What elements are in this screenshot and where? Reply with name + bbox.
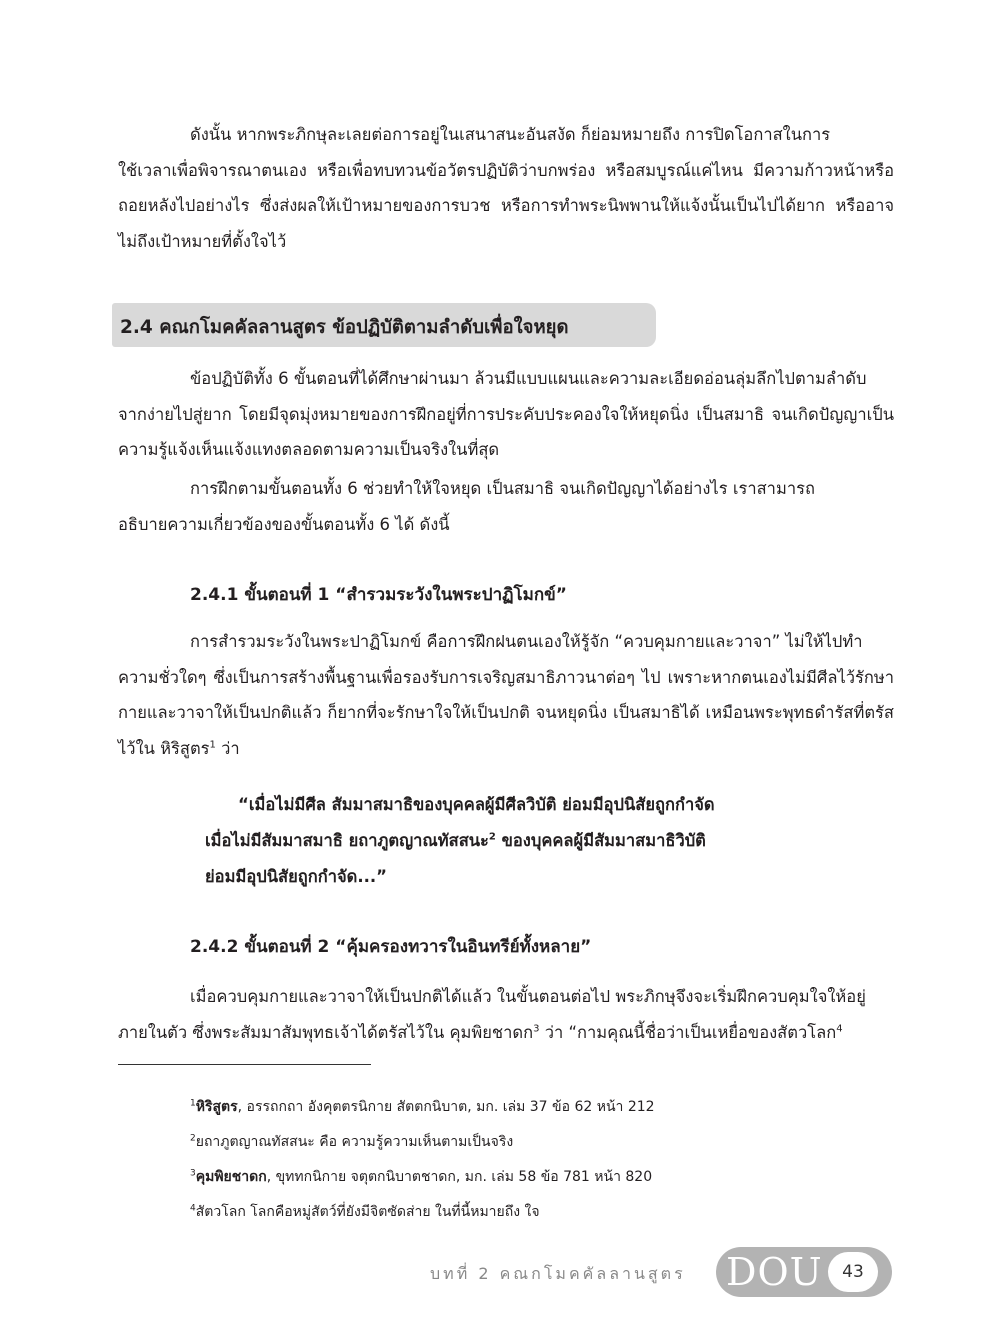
section-heading: 2.4 คณกโมคคัลลานสูตร ข้อปฏิบัติตามลำดับเพื่อใจหยุด xyxy=(120,317,569,338)
section-paragraph-1-first-line: ข้อปฏิบัติทั้ง 6 ขั้นตอนที่ได้ศึกษาผ่านมา ล้วนมีแบบแผนและความละเอียดอ่อนลุ่มลึกไปตามลำดับ xyxy=(190,369,867,388)
footnote-ref-1: 1 xyxy=(209,739,216,750)
footnote-3-text: , ขุททกนิกาย จตุตกนิบาตชาดก, มก. เล่ม 58 ข้อ 781 หน้า 820 xyxy=(266,1169,653,1185)
footnote-1-text: , อรรถกถา อังคุตตรนิกาย สัตตกนิบาต, มก. เล่ม 37 ข้อ 62 หน้า 212 xyxy=(237,1099,655,1115)
footnote-2 xyxy=(190,1131,513,1153)
footnote-2-text: ยถาภูตญาณทัสสนะ คือ ความรู้ความเห็นตามเป็นจริง xyxy=(195,1134,514,1150)
quote-line-3: ย่อมมีอุปนิสัยถูกกำจัด...” xyxy=(205,867,387,886)
footnote-4-num: 4 xyxy=(190,1203,196,1214)
quote-line-2b: ของบุคคลผู้มีสัมมาสมาธิวิบัติ xyxy=(495,831,706,850)
subsection-241-paragraph xyxy=(118,624,894,766)
footnote-ref-2: 2 xyxy=(488,831,496,843)
footnote-ref-3: 3 xyxy=(533,1023,540,1034)
intro-paragraph-first-line: ดังนั้น หากพระภิกษุละเลยต่อการอยู่ในเสนาสนะอันสงัด ก็ย่อมหมายถึง การปิดโอกาสในการ xyxy=(190,125,831,144)
footnote-4 xyxy=(190,1201,540,1223)
footnote-ref-4: 4 xyxy=(836,1023,843,1034)
subsection-242-rest-a: ภายในตัว ซึ่งพระสัมมาสัมพุทธเจ้าได้ตรัสไว้ใน คุมพิยชาดก xyxy=(118,1022,534,1042)
subsection-heading-242: 2.4.2 ขั้นตอนที่ 2 “คุ้มครองทวารในอินทรีย์ทั้งหลาย” xyxy=(190,937,592,957)
footnote-3-num: 3 xyxy=(190,1168,196,1179)
subsection-242-rest-b: ว่า “กามคุณนี้ชื่อว่าเป็นเหยื่อของสัตวโลก xyxy=(539,1022,837,1042)
section-paragraph-1-rest: จากง่ายไปสู่ยาก โดยมีจุดมุ่งหมายของการฝึกอยู่ที่การประคับประคองใจให้หยุดนิ่ง เป็นสมาธิ จนเกิดปัญญาเป็นความรู้แจ้งเห็นแจ้งแทงตลอดตามความเป็นจริงในที่สุด xyxy=(118,404,894,459)
footnote-1 xyxy=(190,1096,655,1118)
intro-paragraph-rest: ใช้เวลาเพื่อพิจารณาตนเอง หรือเพื่อทบทวนข้อวัตรปฏิบัติว่าบกพร่อง หรือสมบูรณ์แค่ไหน มีความก้าวหน้าหรือถอยหลังไปอย่างไร ซึ่งส่งผลให้เป้าหมายของการบวช หรือการทำพระนิพพานให้แจ้งนั้นเป็นไปได้ยาก หรืออาจไม่ถึงเป้าหมายที่ตั้งใจไว้ xyxy=(118,160,894,251)
subsection-241-tail: ว่า xyxy=(215,738,240,758)
section-paragraph-2 xyxy=(118,471,894,542)
footnote-2-num: 2 xyxy=(190,1133,196,1144)
quote-line-1: “เมื่อไม่มีศีล สัมมาสมาธิของบุคคลผู้มีศีลวิบัติ ย่อมมีอุปนิสัยถูกกำจัด xyxy=(238,795,715,814)
intro-paragraph xyxy=(118,117,894,259)
subsection-242-paragraph xyxy=(118,979,894,1050)
block-quote xyxy=(205,787,805,895)
subsection-heading-241: 2.4.1 ขั้นตอนที่ 1 “สำรวมระวังในพระปาฏิโมกข์” xyxy=(190,585,567,605)
quote-line-2a: เมื่อไม่มีสัมมาสมาธิ ยถาภูตญาณทัสสนะ xyxy=(205,831,489,850)
footnote-3-bold: คุมพิยชาดก xyxy=(195,1169,267,1185)
section-paragraph-2-first-line: การฝึกตามขั้นตอนทั้ง 6 ช่วยทำให้ใจหยุด เป็นสมาธิ จนเกิดปัญญาได้อย่างไร เราสามารถ xyxy=(190,479,815,498)
footnote-1-num: 1 xyxy=(190,1098,196,1109)
section-paragraph-1 xyxy=(118,361,894,468)
footnote-3 xyxy=(190,1166,652,1188)
running-footer-chapter: บทที่ 2 คณกโมคคัลลานสูตร xyxy=(430,1264,686,1283)
subsection-241-rest: ความชั่วใดๆ ซึ่งเป็นการสร้างพื้นฐานเพื่อรองรับการเจริญสมาธิภาวนาต่อๆ ไป เพราะหากตนเองไม่มีศีลไว้รักษากายและวาจาให้เป็นปกติแล้ว ก็ยากที่จะรักษาใจให้เป็นปกติ จนหยุดนิ่ง เป็นสมาธิได้ เหมือนพระพุทธดำรัสที่ตรัสไว้ใน หิริสูตร xyxy=(118,667,894,758)
dou-logo: DOU xyxy=(726,1250,823,1294)
footnote-1-bold: หิริสูตร xyxy=(195,1099,238,1115)
footnote-divider xyxy=(118,1064,371,1065)
page-number: 43 xyxy=(828,1252,878,1292)
subsection-241-first-line: การสำรวมระวังในพระปาฏิโมกข์ คือการฝึกฝนตนเองให้รู้จัก “ควบคุมกายและวาจา” ไม่ให้ไปทำ xyxy=(190,632,863,651)
subsection-242-first-line: เมื่อควบคุมกายและวาจาให้เป็นปกติได้แล้ว ในขั้นตอนต่อไป พระภิกษุจึงจะเริ่มฝึกควบคุมใจให้อยู่ xyxy=(190,987,866,1006)
quote-line-2 xyxy=(205,823,805,859)
section-paragraph-2-rest: อธิบายความเกี่ยวข้องของขั้นตอนทั้ง 6 ได้ ดังนี้ xyxy=(118,514,450,534)
footnote-4-text: สัตวโลก โลกคือหมู่สัตว์ที่ยังมีจิตซัดส่าย ในที่นี้หมายถึง ใจ xyxy=(195,1204,540,1220)
